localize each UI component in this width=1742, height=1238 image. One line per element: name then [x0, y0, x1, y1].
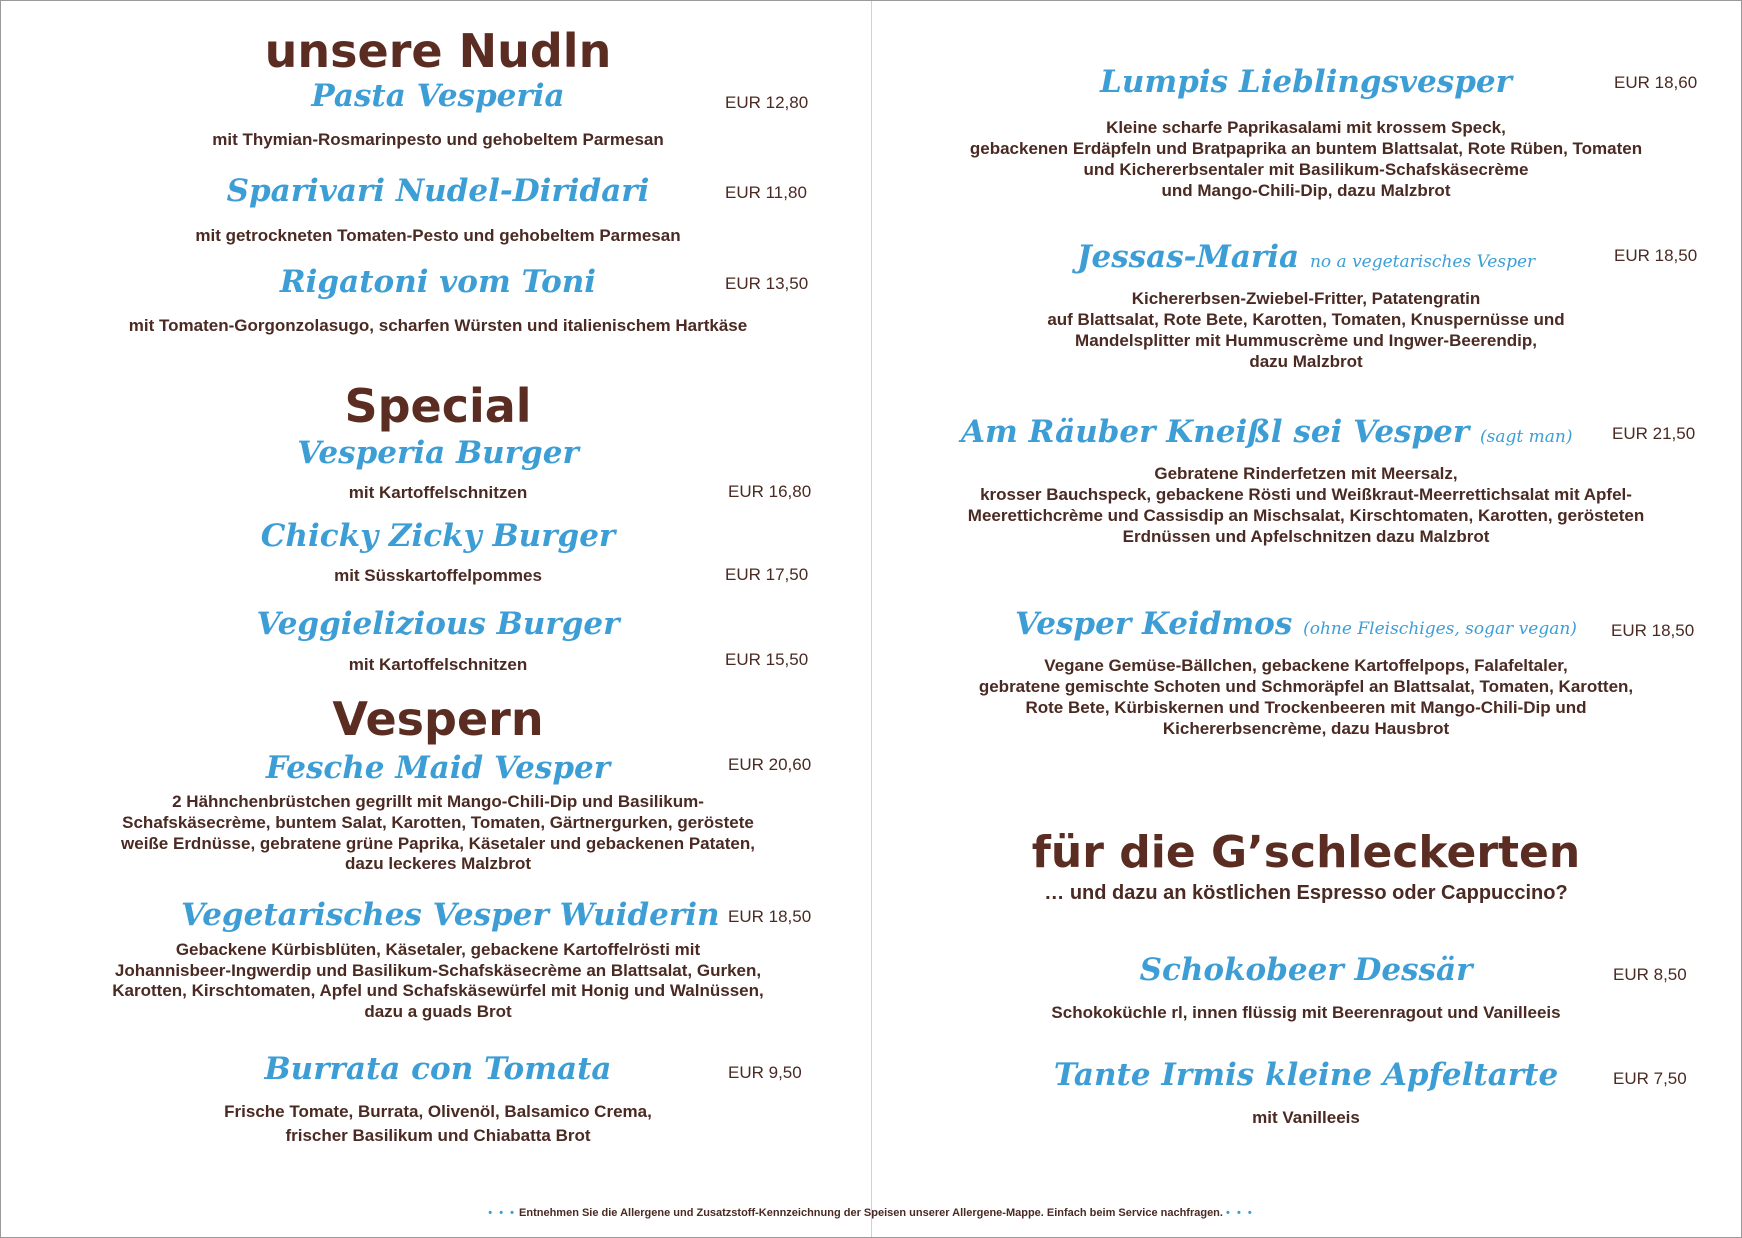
dish-name: Rigatoni vom Toni — [279, 264, 597, 300]
dish-price: EUR 7,50 — [1613, 1069, 1687, 1088]
section-title-nudeln: unsere Nudln — [264, 24, 612, 78]
section-title-vespern: Vespern — [332, 692, 544, 746]
dish-name — [1001, 63, 1611, 101]
dish-description: Kleine scharfe Paprikasalami mit krossem Speck, — [1106, 118, 1506, 137]
dish-description: weiße Erdnüsse, gebratene grüne Paprika, Käsetaler und gebackenen Pataten, — [121, 834, 755, 853]
dish-description: Kichererbsencrème, dazu Hausbrot — [1162, 719, 1450, 738]
dish-name — [991, 605, 1601, 648]
dish-name: Pasta Vesperia — [311, 78, 565, 114]
dish-note: (sagt man) — [1480, 427, 1573, 447]
dish-description: Erdnüssen und Apfelschnitzen dazu Malzbrot — [1122, 527, 1490, 546]
dish-description: Gebratene Rinderfetzen mit Meersalz, — [1154, 464, 1458, 483]
dish-name: Burrata con Tomata — [264, 1051, 612, 1087]
dish-name: Veggielizious Burger — [256, 606, 620, 642]
dish-description: gebackenen Erdäpfeln und Bratpaprika an buntem Blattsalat, Rote Rüben, Tomaten — [969, 139, 1643, 158]
dish-name — [1001, 238, 1611, 281]
footer-dots-left: • • • — [488, 1207, 516, 1219]
dish-description: frischer Basilikum und Chiabatta Brot — [285, 1126, 591, 1145]
dish-note: no a vegetarisches Vesper — [1309, 252, 1536, 272]
dish-name-text: Am Räuber Kneißl sei Vesper — [961, 414, 1470, 450]
dish-name-text: Jessas-Maria — [1076, 239, 1300, 275]
section-subtitle: … und dazu an köstlichen Espresso oder Cappuccino? — [1044, 882, 1568, 904]
dish-description: Rote Bete, Kürbiskernen und Trockenbeeren mit Mango-Chili-Dip und — [1025, 698, 1587, 717]
dish-price: EUR 17,50 — [725, 565, 809, 584]
dish-price: EUR 18,60 — [1614, 73, 1698, 92]
dish-price: EUR 13,50 — [725, 274, 809, 293]
dish-description: gebratene gemischte Schoten und Schmoräpfel an Blattsalat, Tomaten, Karotten, — [978, 677, 1634, 696]
dish-description: mit Thymian-Rosmarinpesto und gehobeltem Parmesan — [212, 130, 664, 149]
dish-name: Chicky Zicky Burger — [260, 518, 616, 554]
dish-description: Kichererbsen-Zwiebel-Fritter, Patatengratin — [1131, 289, 1481, 308]
dish-price: EUR 18,50 — [728, 907, 812, 926]
dish-name: Vegetarisches Vesper Wuiderin — [181, 897, 720, 933]
page-divider — [871, 1, 872, 1237]
footer-text: Entnehmen Sie die Allergene und Zusatzstoff-Kennzeichnung der Speisen unserer Allergene-Mappe. Einfach beim Service nachfragen. — [519, 1207, 1223, 1219]
dish-name: Tante Irmis kleine Apfeltarte — [1053, 1057, 1559, 1093]
section-title-special: Special — [344, 379, 532, 433]
dish-description: Schokoküchle rl, innen flüssig mit Beerenragout und Vanilleeis — [1051, 1003, 1561, 1022]
dish-description: mit Vanilleeis — [1252, 1108, 1360, 1127]
dish-name-text: Lumpis Lieblingsvesper — [1100, 64, 1512, 100]
dish-description: 2 Hähnchenbrüstchen gegrillt mit Mango-Chili-Dip und Basilikum- — [172, 792, 704, 811]
dish-price: EUR 21,50 — [1612, 424, 1696, 443]
section-title-dessert: für die G’schleckerten — [1031, 827, 1581, 878]
dish-description: mit getrockneten Tomaten-Pesto und gehobeltem Parmesan — [195, 226, 681, 245]
dish-description: und Kichererbsentaler mit Basilikum-Schafskäsecrème — [1083, 160, 1529, 179]
dish-description: dazu leckeres Malzbrot — [344, 854, 532, 873]
dish-name — [961, 413, 1571, 456]
dish-description: auf Blattsalat, Rote Bete, Karotten, Tomaten, Knuspernüsse und — [1047, 310, 1565, 329]
dish-description: mit Kartoffelschnitzen — [348, 483, 528, 502]
footer-dots-right: • • • — [1226, 1207, 1254, 1219]
dish-price: EUR 16,80 — [728, 482, 812, 501]
dish-price: EUR 12,80 — [725, 93, 809, 112]
dish-price: EUR 18,50 — [1611, 621, 1695, 640]
dish-name-text: Vesper Keidmos — [1015, 606, 1293, 642]
dish-description: dazu Malzbrot — [1249, 352, 1363, 371]
dish-price: EUR 11,80 — [725, 183, 807, 202]
dish-description: mit Süsskartoffelpommes — [334, 566, 542, 585]
dish-price: EUR 18,50 — [1614, 246, 1698, 265]
dish-name: Schokobeer Dessär — [1139, 952, 1473, 988]
dish-description: Frische Tomate, Burrata, Olivenöl, Balsamico Crema, — [224, 1102, 652, 1121]
dish-description: mit Tomaten-Gorgonzolasugo, scharfen Würsten und italienischem Hartkäse — [128, 316, 748, 335]
dish-name: Vesperia Burger — [297, 435, 579, 471]
dish-description: Meerettichcrème und Cassisdip an Mischsalat, Kirschtomaten, Karotten, gerösteten — [967, 506, 1645, 525]
dish-description: Vegane Gemüse-Bällchen, gebackene Kartoffelpops, Falafeltaler, — [1044, 656, 1568, 675]
dish-description: Gebackene Kürbisblüten, Käsetaler, gebackene Kartoffelrösti mit — [175, 940, 701, 959]
dish-note: (ohne Fleischiges, sogar vegan) — [1303, 619, 1577, 639]
dish-description: Johannisbeer-Ingwerdip und Basilikum-Schafskäsecrème an Blattsalat, Gurken, — [114, 961, 762, 980]
dish-description: krosser Bauchspeck, gebackene Rösti und Weißkraut-Meerrettichsalat mit Apfel- — [980, 485, 1632, 504]
dish-price: EUR 8,50 — [1613, 965, 1687, 984]
allergen-footer — [1, 1207, 1741, 1219]
dish-name: Fesche Maid Vesper — [265, 750, 611, 786]
dish-description: dazu a guads Brot — [364, 1002, 512, 1021]
dish-description: Karotten, Kirschtomaten, Apfel und Schafskäsewürfel mit Honig und Walnüssen, — [112, 981, 764, 1000]
dish-description: Schafskäsecrème, buntem Salat, Karotten, Tomaten, Gärtnergurken, geröstete — [122, 813, 754, 832]
dish-price: EUR 20,60 — [728, 755, 812, 774]
dish-price: EUR 15,50 — [725, 650, 809, 669]
dish-description: mit Kartoffelschnitzen — [348, 655, 528, 674]
dish-name: Sparivari Nudel-Diridari — [226, 173, 650, 209]
dish-description: und Mango-Chili-Dip, dazu Malzbrot — [1161, 181, 1451, 200]
dish-description: Mandelsplitter mit Hummuscrème und Ingwer-Beerendip, — [1075, 331, 1537, 350]
dish-price: EUR 9,50 — [728, 1063, 802, 1082]
